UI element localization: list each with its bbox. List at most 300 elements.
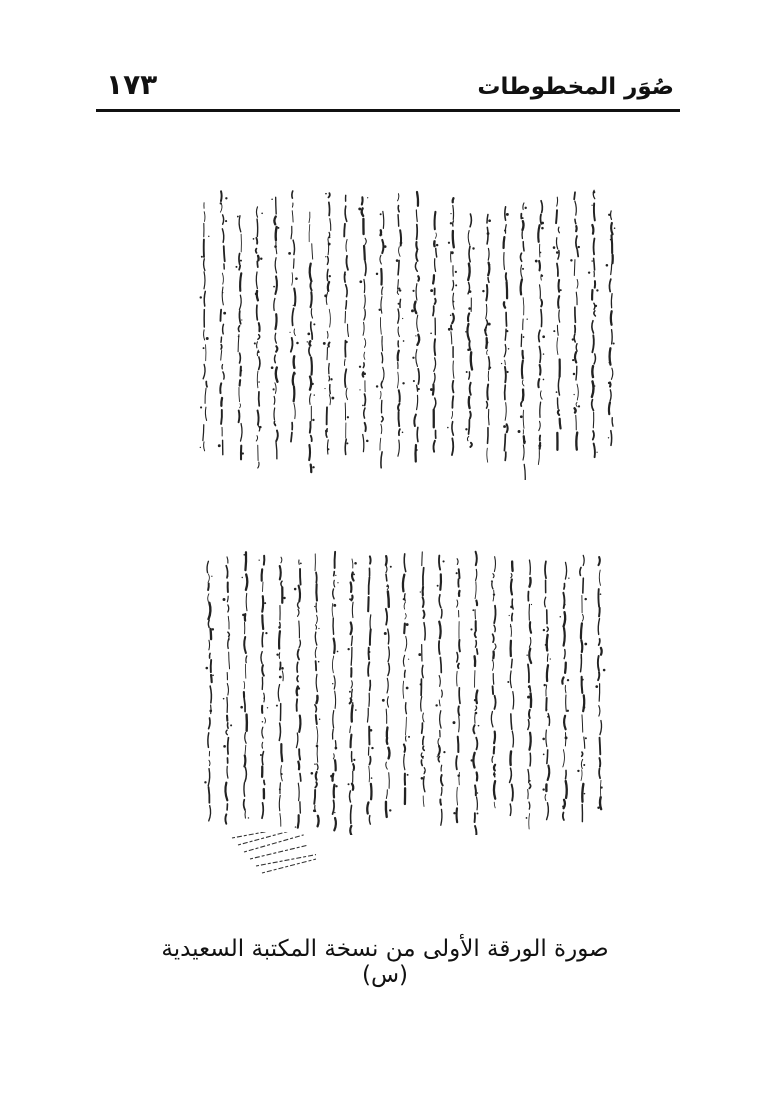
handwriting-stroke bbox=[364, 352, 365, 359]
handwriting-stroke bbox=[476, 690, 477, 703]
handwriting-dot bbox=[264, 602, 266, 604]
handwriting-stroke bbox=[228, 605, 229, 612]
handwriting-dot bbox=[567, 710, 569, 712]
handwriting-stroke bbox=[388, 663, 390, 675]
handwriting-dot bbox=[466, 371, 468, 373]
handwriting-stroke bbox=[541, 310, 542, 327]
handwriting-dot bbox=[584, 643, 587, 646]
handwriting-stroke bbox=[245, 732, 246, 743]
handwriting-dot bbox=[389, 809, 391, 811]
handwriting-stroke bbox=[475, 785, 476, 795]
handwriting-stroke bbox=[477, 649, 478, 654]
handwriting-stroke bbox=[563, 593, 564, 608]
handwriting-stroke bbox=[297, 699, 298, 711]
handwriting-stroke bbox=[274, 217, 275, 225]
handwriting-stroke bbox=[310, 264, 312, 282]
handwriting-dot bbox=[400, 242, 403, 245]
handwriting-stroke bbox=[494, 625, 495, 631]
handwriting-stroke bbox=[281, 744, 282, 761]
handwriting-stroke bbox=[204, 259, 205, 271]
handwriting-dot bbox=[477, 812, 479, 814]
handwriting-dot bbox=[482, 290, 484, 292]
handwriting-dot bbox=[313, 809, 316, 812]
handwriting-dot bbox=[541, 275, 543, 277]
handwriting-stroke bbox=[382, 353, 383, 363]
handwriting-dot bbox=[241, 319, 242, 320]
handwriting-stroke bbox=[386, 709, 387, 723]
handwriting-dot bbox=[334, 812, 335, 813]
handwriting-stroke bbox=[386, 609, 387, 625]
handwriting-dot bbox=[298, 687, 300, 689]
handwriting-stroke bbox=[599, 706, 600, 716]
handwriting-dot bbox=[608, 214, 610, 216]
handwriting-stroke bbox=[262, 596, 263, 612]
handwriting-dot bbox=[562, 805, 564, 807]
handwriting-dot bbox=[353, 573, 355, 575]
handwriting-stroke bbox=[316, 715, 317, 724]
handwriting-dot bbox=[413, 380, 415, 382]
handwriting-stroke bbox=[316, 674, 317, 691]
handwriting-stroke bbox=[592, 225, 593, 234]
handwriting-stroke bbox=[280, 783, 281, 794]
handwriting-dot bbox=[578, 405, 580, 407]
handwriting-dot bbox=[212, 674, 214, 676]
handwriting-stroke bbox=[258, 462, 259, 468]
handwriting-stroke bbox=[581, 623, 582, 638]
handwriting-stroke bbox=[382, 336, 383, 351]
handwriting-stroke bbox=[318, 816, 319, 827]
handwriting-stroke bbox=[611, 235, 612, 253]
handwriting-dot bbox=[493, 594, 495, 596]
handwriting-dot bbox=[242, 614, 245, 617]
handwriting-dot bbox=[288, 252, 291, 255]
handwriting-stroke bbox=[329, 202, 330, 215]
handwriting-stroke bbox=[221, 398, 222, 406]
handwriting-stroke bbox=[582, 614, 583, 621]
handwriting-stroke bbox=[540, 402, 541, 417]
handwriting-dot bbox=[271, 366, 274, 369]
handwriting-stroke bbox=[276, 431, 278, 442]
handwriting-stroke bbox=[264, 556, 265, 565]
handwriting-dot bbox=[597, 807, 599, 809]
handwriting-dot bbox=[489, 366, 491, 368]
handwriting-dot bbox=[528, 685, 531, 688]
handwriting-dot bbox=[595, 305, 597, 307]
handwriting-dot bbox=[578, 246, 580, 248]
handwriting-stroke bbox=[523, 410, 524, 428]
handwriting-stroke bbox=[335, 691, 336, 708]
handwriting-dot bbox=[258, 351, 260, 353]
handwriting-dot bbox=[415, 335, 416, 336]
handwriting-dot bbox=[223, 598, 226, 601]
handwriting-stroke bbox=[383, 211, 384, 228]
handwriting-dot bbox=[314, 394, 315, 395]
handwriting-stroke bbox=[564, 628, 565, 645]
handwriting-dot bbox=[384, 632, 387, 635]
handwriting-dot bbox=[208, 236, 209, 237]
handwriting-dot bbox=[296, 342, 299, 345]
handwriting-stroke bbox=[540, 285, 541, 299]
handwriting-stroke bbox=[386, 566, 387, 573]
handwriting-stroke bbox=[522, 221, 523, 230]
handwriting-dot bbox=[450, 213, 451, 214]
handwriting-dot bbox=[541, 222, 544, 225]
handwriting-stroke bbox=[264, 718, 265, 724]
handwriting-dot bbox=[582, 679, 584, 681]
handwriting-stroke bbox=[352, 689, 353, 697]
handwriting-dot bbox=[347, 416, 349, 418]
handwriting-dot bbox=[211, 576, 212, 577]
handwriting-stroke bbox=[563, 813, 564, 820]
handwriting-stroke bbox=[457, 559, 458, 565]
handwriting-dot bbox=[358, 207, 361, 210]
handwriting-stroke bbox=[510, 671, 511, 688]
handwriting-stroke bbox=[332, 656, 333, 673]
handwriting-stroke bbox=[334, 785, 335, 798]
handwriting-stroke bbox=[315, 782, 317, 787]
handwriting-stroke bbox=[529, 784, 530, 788]
handwriting-dot bbox=[200, 406, 202, 408]
handwriting-stroke bbox=[299, 716, 300, 732]
handwriting-stroke bbox=[329, 395, 330, 405]
handwriting-dot bbox=[294, 588, 297, 591]
handwriting-stroke bbox=[492, 581, 493, 589]
handwriting-dot bbox=[450, 314, 452, 316]
handwriting-dot bbox=[493, 773, 496, 776]
handwriting-stroke bbox=[476, 601, 477, 606]
handwriting-stroke bbox=[546, 730, 547, 747]
handwriting-stroke bbox=[222, 229, 223, 242]
handwriting-stroke bbox=[204, 291, 205, 306]
handwriting-stroke bbox=[398, 327, 399, 337]
handwriting-stroke bbox=[293, 259, 294, 268]
handwriting-stroke bbox=[575, 307, 576, 322]
handwriting-dot bbox=[422, 756, 424, 758]
handwriting-stroke bbox=[438, 746, 440, 755]
handwriting-stroke bbox=[298, 649, 299, 659]
handwriting-stroke bbox=[405, 594, 406, 601]
handwriting-stroke bbox=[207, 561, 208, 572]
handwriting-stroke bbox=[505, 367, 506, 382]
handwriting-dot bbox=[366, 440, 369, 443]
handwriting-stroke bbox=[600, 738, 601, 755]
handwriting-stroke bbox=[576, 415, 577, 430]
handwriting-stroke bbox=[547, 635, 548, 651]
handwriting-stroke bbox=[599, 639, 600, 645]
handwriting-stroke bbox=[511, 659, 512, 668]
handwriting-dot bbox=[556, 391, 558, 393]
handwriting-dot bbox=[396, 259, 399, 262]
handwriting-stroke bbox=[557, 398, 558, 409]
handwriting-dot bbox=[573, 394, 574, 395]
handwriting-stroke bbox=[469, 246, 470, 261]
handwriting-dot bbox=[345, 341, 347, 343]
handwriting-stroke bbox=[240, 353, 241, 363]
handwriting-stroke bbox=[505, 207, 506, 220]
handwriting-stroke bbox=[520, 253, 521, 261]
handwriting-dot bbox=[542, 738, 545, 741]
handwriting-stroke bbox=[441, 609, 442, 618]
handwriting-stroke bbox=[316, 661, 317, 670]
handwriting-stroke bbox=[565, 685, 566, 693]
handwriting-dot bbox=[506, 213, 509, 216]
handwriting-stroke bbox=[310, 377, 311, 390]
handwriting-stroke bbox=[576, 236, 577, 249]
handwriting-stroke bbox=[240, 380, 241, 385]
handwriting-stroke bbox=[439, 622, 440, 639]
handwriting-stroke bbox=[334, 639, 335, 653]
handwriting-dot bbox=[467, 348, 470, 351]
handwriting-stroke bbox=[221, 410, 222, 424]
handwriting-stroke bbox=[458, 664, 459, 668]
handwriting-stroke bbox=[475, 826, 476, 835]
handwriting-stroke bbox=[544, 597, 545, 607]
handwriting-dot bbox=[312, 466, 314, 468]
handwriting-dot bbox=[543, 379, 545, 381]
handwriting-stroke bbox=[457, 787, 458, 805]
handwriting-dot bbox=[283, 597, 285, 599]
handwriting-stroke bbox=[388, 748, 389, 759]
handwriting-stroke bbox=[416, 284, 417, 300]
handwriting-dot bbox=[523, 336, 525, 338]
handwriting-dot bbox=[368, 651, 370, 653]
handwriting-stroke bbox=[584, 737, 585, 748]
handwriting-stroke bbox=[523, 298, 524, 315]
handwriting-dot bbox=[435, 704, 437, 706]
handwriting-stroke bbox=[310, 394, 311, 405]
handwriting-dot bbox=[333, 604, 336, 607]
handwriting-stroke bbox=[507, 424, 508, 432]
handwriting-stroke bbox=[386, 574, 387, 581]
handwriting-stroke bbox=[274, 408, 275, 420]
handwriting-stroke bbox=[582, 784, 583, 802]
handwriting-dot bbox=[352, 702, 354, 704]
handwriting-stroke bbox=[209, 718, 210, 729]
handwriting-dot bbox=[278, 626, 281, 629]
handwriting-stroke bbox=[229, 652, 230, 669]
handwriting-stroke bbox=[297, 687, 298, 696]
handwriting-stroke bbox=[332, 603, 333, 616]
handwriting-stroke bbox=[530, 753, 531, 766]
handwriting-stroke bbox=[364, 339, 365, 348]
handwriting-dot bbox=[228, 639, 229, 640]
handwriting-dot bbox=[593, 191, 596, 194]
handwriting-dot bbox=[565, 736, 568, 739]
handwriting-stroke bbox=[611, 368, 612, 379]
handwriting-dot bbox=[453, 721, 456, 724]
handwriting-dot bbox=[223, 698, 225, 700]
handwriting-stroke bbox=[487, 402, 488, 409]
handwriting-stroke bbox=[576, 402, 577, 406]
handwriting-dot bbox=[613, 343, 615, 345]
handwriting-stroke bbox=[416, 349, 418, 366]
handwriting-stroke bbox=[599, 758, 600, 767]
handwriting-stroke bbox=[539, 330, 540, 341]
handwriting-stroke bbox=[222, 273, 223, 284]
handwriting-stroke bbox=[467, 436, 468, 440]
handwriting-dot bbox=[596, 452, 597, 453]
handwriting-stroke bbox=[350, 698, 352, 703]
handwriting-stroke bbox=[575, 352, 576, 362]
handwriting-stroke bbox=[592, 400, 594, 411]
handwriting-dot bbox=[583, 764, 585, 766]
handwriting-stroke bbox=[363, 363, 364, 368]
handwriting-dot bbox=[545, 709, 547, 711]
handwriting-stroke bbox=[345, 369, 346, 387]
handwriting-dot bbox=[274, 245, 277, 248]
handwriting-stroke bbox=[334, 676, 335, 689]
handwriting-dot bbox=[456, 572, 458, 574]
handwriting-stroke bbox=[363, 435, 364, 452]
handwriting-stroke bbox=[581, 654, 582, 671]
handwriting-stroke bbox=[442, 690, 443, 697]
handwriting-dot bbox=[206, 337, 209, 340]
handwriting-stroke bbox=[206, 382, 207, 387]
handwriting-stroke bbox=[312, 244, 313, 259]
handwriting-dot bbox=[281, 773, 283, 775]
handwriting-stroke bbox=[434, 398, 436, 409]
handwriting-dot bbox=[484, 329, 487, 332]
handwriting-dot bbox=[331, 397, 334, 400]
handwriting-stroke bbox=[423, 611, 424, 618]
handwriting-stroke bbox=[317, 745, 318, 762]
handwriting-stroke bbox=[459, 688, 460, 704]
handwriting-stroke bbox=[611, 264, 612, 274]
handwriting-dot bbox=[545, 644, 547, 646]
handwriting-stroke bbox=[417, 335, 419, 345]
handwriting-stroke bbox=[539, 261, 540, 270]
handwriting-dot bbox=[573, 373, 575, 375]
marginal-note-stroke bbox=[256, 853, 316, 866]
handwriting-stroke bbox=[353, 764, 354, 770]
handwriting-stroke bbox=[239, 311, 240, 324]
handwriting-dot bbox=[596, 289, 598, 291]
handwriting-dot bbox=[225, 197, 227, 199]
handwriting-stroke bbox=[333, 589, 334, 599]
handwriting-dot bbox=[203, 347, 205, 349]
handwriting-stroke bbox=[346, 301, 347, 309]
handwriting-stroke bbox=[523, 390, 524, 401]
handwriting-dot bbox=[453, 812, 455, 814]
handwriting-stroke bbox=[523, 203, 524, 210]
handwriting-stroke bbox=[351, 623, 352, 635]
handwriting-dot bbox=[420, 683, 422, 685]
handwriting-stroke bbox=[228, 632, 229, 636]
handwriting-stroke bbox=[351, 735, 352, 748]
handwriting-stroke bbox=[368, 662, 369, 676]
handwriting-stroke bbox=[223, 324, 224, 334]
handwriting-stroke bbox=[387, 738, 388, 744]
handwriting-stroke bbox=[609, 279, 610, 291]
handwriting-dot bbox=[556, 251, 559, 254]
handwriting-dot bbox=[240, 370, 242, 372]
handwriting-dot bbox=[235, 266, 237, 268]
handwriting-dot bbox=[255, 292, 258, 295]
handwriting-stroke bbox=[328, 343, 329, 347]
handwriting-stroke bbox=[609, 403, 610, 415]
handwriting-dot bbox=[403, 598, 405, 600]
handwriting-stroke bbox=[451, 332, 452, 344]
handwriting-stroke bbox=[510, 751, 511, 764]
handwriting-stroke bbox=[398, 260, 399, 274]
handwriting-stroke bbox=[333, 618, 334, 634]
handwriting-stroke bbox=[350, 826, 351, 835]
handwriting-dot bbox=[225, 220, 227, 222]
handwriting-stroke bbox=[399, 390, 400, 401]
handwriting-dot bbox=[524, 207, 526, 209]
handwriting-stroke bbox=[279, 631, 280, 648]
handwriting-stroke bbox=[333, 754, 334, 759]
handwriting-stroke bbox=[370, 615, 371, 628]
handwriting-stroke bbox=[297, 662, 298, 672]
handwriting-dot bbox=[263, 697, 264, 698]
handwriting-stroke bbox=[275, 258, 276, 273]
handwriting-stroke bbox=[380, 230, 381, 235]
handwriting-dot bbox=[313, 323, 315, 325]
handwriting-stroke bbox=[262, 569, 263, 580]
handwriting-stroke bbox=[459, 591, 460, 596]
handwriting-dot bbox=[437, 756, 438, 757]
handwriting-stroke bbox=[334, 580, 335, 587]
handwriting-dot bbox=[402, 431, 404, 433]
handwriting-stroke bbox=[221, 345, 222, 349]
handwriting-dot bbox=[265, 632, 267, 634]
handwriting-dot bbox=[591, 260, 593, 262]
handwriting-stroke bbox=[548, 714, 549, 726]
handwriting-stroke bbox=[512, 731, 513, 747]
handwriting-stroke bbox=[351, 582, 352, 591]
handwriting-stroke bbox=[256, 238, 257, 244]
handwriting-dot bbox=[243, 554, 245, 556]
handwriting-stroke bbox=[245, 768, 246, 782]
handwriting-stroke bbox=[547, 665, 548, 681]
handwriting-dot bbox=[472, 247, 474, 249]
handwriting-stroke bbox=[452, 281, 453, 291]
handwriting-stroke bbox=[386, 802, 387, 817]
handwriting-dot bbox=[535, 260, 538, 263]
handwriting-stroke bbox=[327, 256, 328, 264]
handwriting-stroke bbox=[493, 574, 494, 578]
handwriting-stroke bbox=[345, 206, 347, 221]
handwriting-stroke bbox=[540, 214, 541, 223]
handwriting-dot bbox=[277, 227, 279, 229]
handwriting-stroke bbox=[592, 335, 593, 352]
handwriting-stroke bbox=[529, 578, 530, 587]
handwriting-stroke bbox=[487, 350, 488, 355]
handwriting-stroke bbox=[487, 448, 488, 462]
handwriting-stroke bbox=[329, 309, 330, 327]
handwriting-stroke bbox=[279, 795, 280, 810]
handwriting-stroke bbox=[530, 622, 531, 633]
handwriting-dot bbox=[346, 442, 348, 444]
handwriting-stroke bbox=[221, 350, 222, 360]
handwriting-stroke bbox=[512, 785, 513, 801]
handwriting-dot bbox=[289, 332, 290, 333]
handwriting-stroke bbox=[453, 205, 454, 219]
handwriting-stroke bbox=[256, 207, 257, 217]
handwriting-stroke bbox=[381, 297, 382, 314]
handwriting-stroke bbox=[598, 672, 599, 680]
handwriting-stroke bbox=[493, 674, 494, 685]
handwriting-stroke bbox=[350, 791, 351, 802]
handwriting-stroke bbox=[598, 619, 599, 635]
handwriting-stroke bbox=[315, 705, 316, 712]
handwriting-stroke bbox=[529, 638, 531, 648]
handwriting-stroke bbox=[529, 560, 530, 574]
handwriting-dot bbox=[540, 252, 542, 254]
handwriting-stroke bbox=[386, 556, 387, 565]
handwriting-stroke bbox=[581, 759, 582, 768]
